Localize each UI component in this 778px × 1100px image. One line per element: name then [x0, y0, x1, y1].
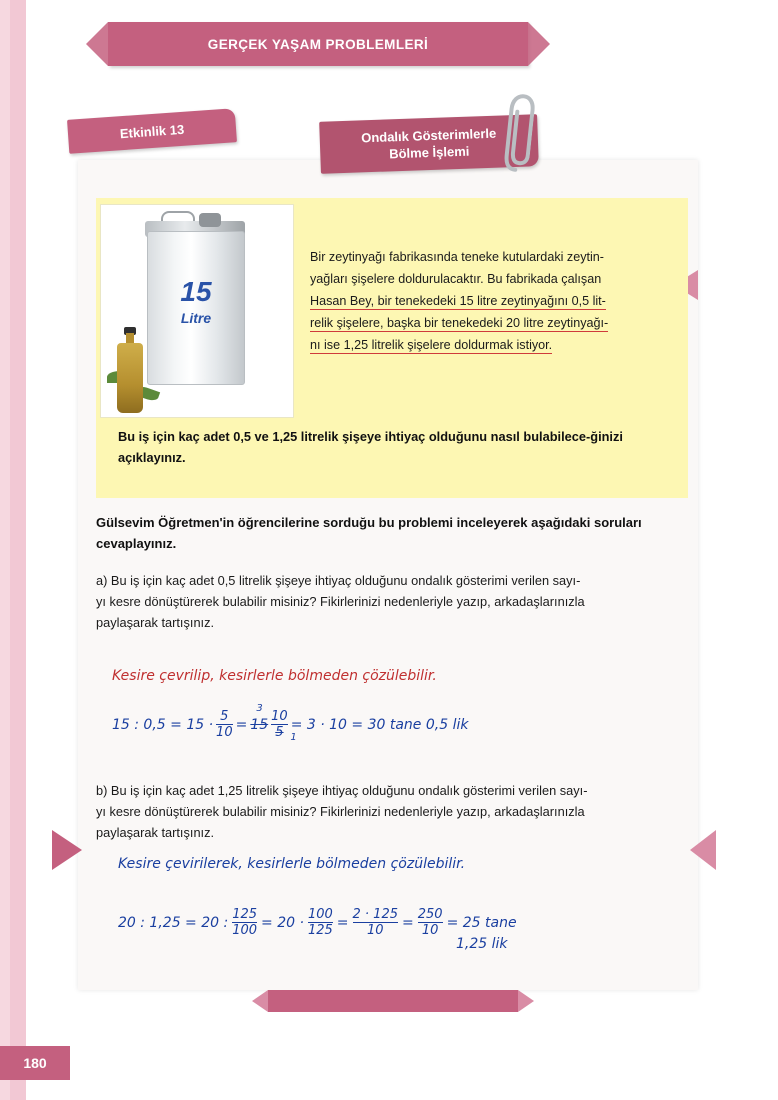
work-a-fraction-1: [216, 710, 233, 739]
problem-line-1: Bir zeytinyağı fabrikasında teneke kutulardaki zeytin-: [310, 250, 605, 264]
work-b-frac3-numerator: 2 · 125: [352, 907, 398, 922]
handwritten-work-b: [118, 908, 517, 937]
work-a-frac2-numerator: 10: [271, 709, 288, 724]
bottom-ribbon: [268, 990, 518, 1012]
activity-tab: [67, 108, 237, 154]
tin-volume-unit: Litre: [180, 310, 212, 326]
page-left-margin-bar: [0, 0, 26, 1100]
question-a-line2: yı kesre dönüştürerek bulabilir misiniz? Fikirlerinizi nedenleriyle yazıp, arkadaşlarınızla: [96, 594, 585, 609]
work-a-result: = 3 · 10 = 30 tane 0,5 lik: [290, 716, 469, 733]
handwritten-note-b: Kesire çevirilerek, kesirlerle bölmeden çözülebilir.: [118, 856, 466, 872]
instruction-text: Gülsevim Öğretmen'in öğrencilerine sorduğu bu problemi inceleyerek aşağıdaki soruları cevaplayınız.: [96, 515, 642, 551]
question-a-line3: paylaşarak tartışınız.: [96, 615, 215, 630]
handwritten-work-a: [112, 702, 469, 743]
question-b-line2: yı kesre dönüştürerek bulabilir misiniz? Fikirlerinizi nedenleriyle yazıp, arkadaşlarınızla: [96, 804, 585, 819]
work-b-frac2-numerator: 100: [307, 907, 333, 922]
work-a-frac1-numerator: 5: [220, 709, 229, 724]
page-number-badge: [0, 1046, 70, 1080]
work-a-equals-1: =: [235, 716, 248, 733]
work-b-fraction-2: [308, 908, 333, 937]
page-left-margin-bar-inner: [10, 0, 26, 1100]
problem-line-5: nı ise 1,25 litrelik şişelere doldurmak istiyor.: [310, 338, 553, 352]
tin-cap: [199, 213, 221, 227]
work-b-frac1-denominator: 100: [232, 922, 258, 938]
work-a-frac2-subscript: 1: [290, 731, 297, 743]
work-b-fraction-1: [232, 908, 257, 937]
section-banner: [108, 22, 528, 66]
work-b-frac4-numerator: 250: [417, 907, 443, 922]
question-b-line3: paylaşarak tartışınız.: [96, 825, 215, 840]
section-banner-title: GERÇEK YAŞAM PROBLEMLERİ: [207, 36, 429, 52]
card-corner-fold-bottom-right: [690, 830, 716, 870]
activity-tab-label: Etkinlik 13: [119, 121, 185, 141]
work-b-part3: =: [336, 914, 349, 931]
banner-left-tail: [86, 22, 108, 66]
work-b-frac4-denominator: 10: [418, 922, 443, 938]
work-b-fraction-4: [418, 908, 443, 937]
bottom-ribbon-right-tail: [518, 990, 534, 1012]
work-b-part2: = 20 ·: [261, 914, 304, 931]
page-number: 180: [23, 1055, 47, 1071]
work-b-frac3-denominator: 10: [353, 922, 398, 938]
question-a-prompt: [96, 570, 684, 633]
problem-box: [96, 198, 688, 498]
work-b-part4: =: [402, 914, 414, 931]
work-a-cancel-superscript: 3: [256, 702, 263, 714]
work-b-frac2-denominator: 125: [307, 922, 333, 938]
banner-right-tail: [528, 22, 550, 66]
tin-body: [147, 231, 245, 385]
work-b-part6: 1,25 lik: [456, 936, 508, 952]
work-b-frac1-numerator: 125: [232, 907, 258, 922]
tin-can-photo: [100, 204, 294, 418]
work-a-fraction-2: [271, 709, 297, 743]
work-a-cancel-number: 15: [250, 716, 269, 733]
question-b-line1: b) Bu iş için kaç adet 1,25 litrelik şişeye ihtiyaç olduğunu ondalık gösterimi verilen sayı-: [96, 783, 588, 798]
work-a-lhs: 15 : 0,5 = 15 ·: [112, 716, 214, 733]
question-a-line1: a) Bu iş için kaç adet 0,5 litrelik şişeye ihtiyaç olduğunu ondalık gösterimi verilen sayı-: [96, 573, 581, 588]
oil-bottle: [117, 343, 143, 413]
problem-question: Bu iş için kaç adet 0,5 ve 1,25 litrelik şişeye ihtiyaç olduğunu nasıl bulabilece-ğinizi açıklayınız.: [118, 429, 623, 465]
work-a-frac1-denominator: 10: [216, 724, 233, 740]
topic-tab-line1: Ondalık Gösterimlerle: [360, 125, 497, 146]
work-a-frac2-denominator: 5: [271, 724, 288, 740]
problem-line-2: yağları şişelere doldurulacaktır. Bu fabrikada çalışan: [310, 272, 602, 286]
tin-volume-number: 15: [180, 276, 212, 307]
problem-statement: [310, 246, 678, 356]
question-b-prompt: [96, 780, 684, 843]
work-b-part5: = 25 tane: [446, 914, 517, 931]
card-corner-fold-bottom-left: [52, 830, 82, 870]
handwritten-note-a: Kesire çevrilip, kesirlerle bölmeden çözülebilir.: [112, 668, 437, 684]
bottom-ribbon-left-tail: [252, 990, 268, 1012]
work-b-part1: 20 : 1,25 = 20 :: [118, 914, 229, 931]
topic-tab-line2: Bölme İşlemi: [388, 143, 470, 162]
work-b-fraction-3: [353, 908, 398, 937]
problem-line-3: Hasan Bey, bir tenekedeki 15 litre zeytinyağını 0,5 lit-: [310, 294, 606, 308]
problem-line-4: relik şişelere, başka bir tenekedeki 20 litre zeytinyağı-: [310, 316, 609, 330]
